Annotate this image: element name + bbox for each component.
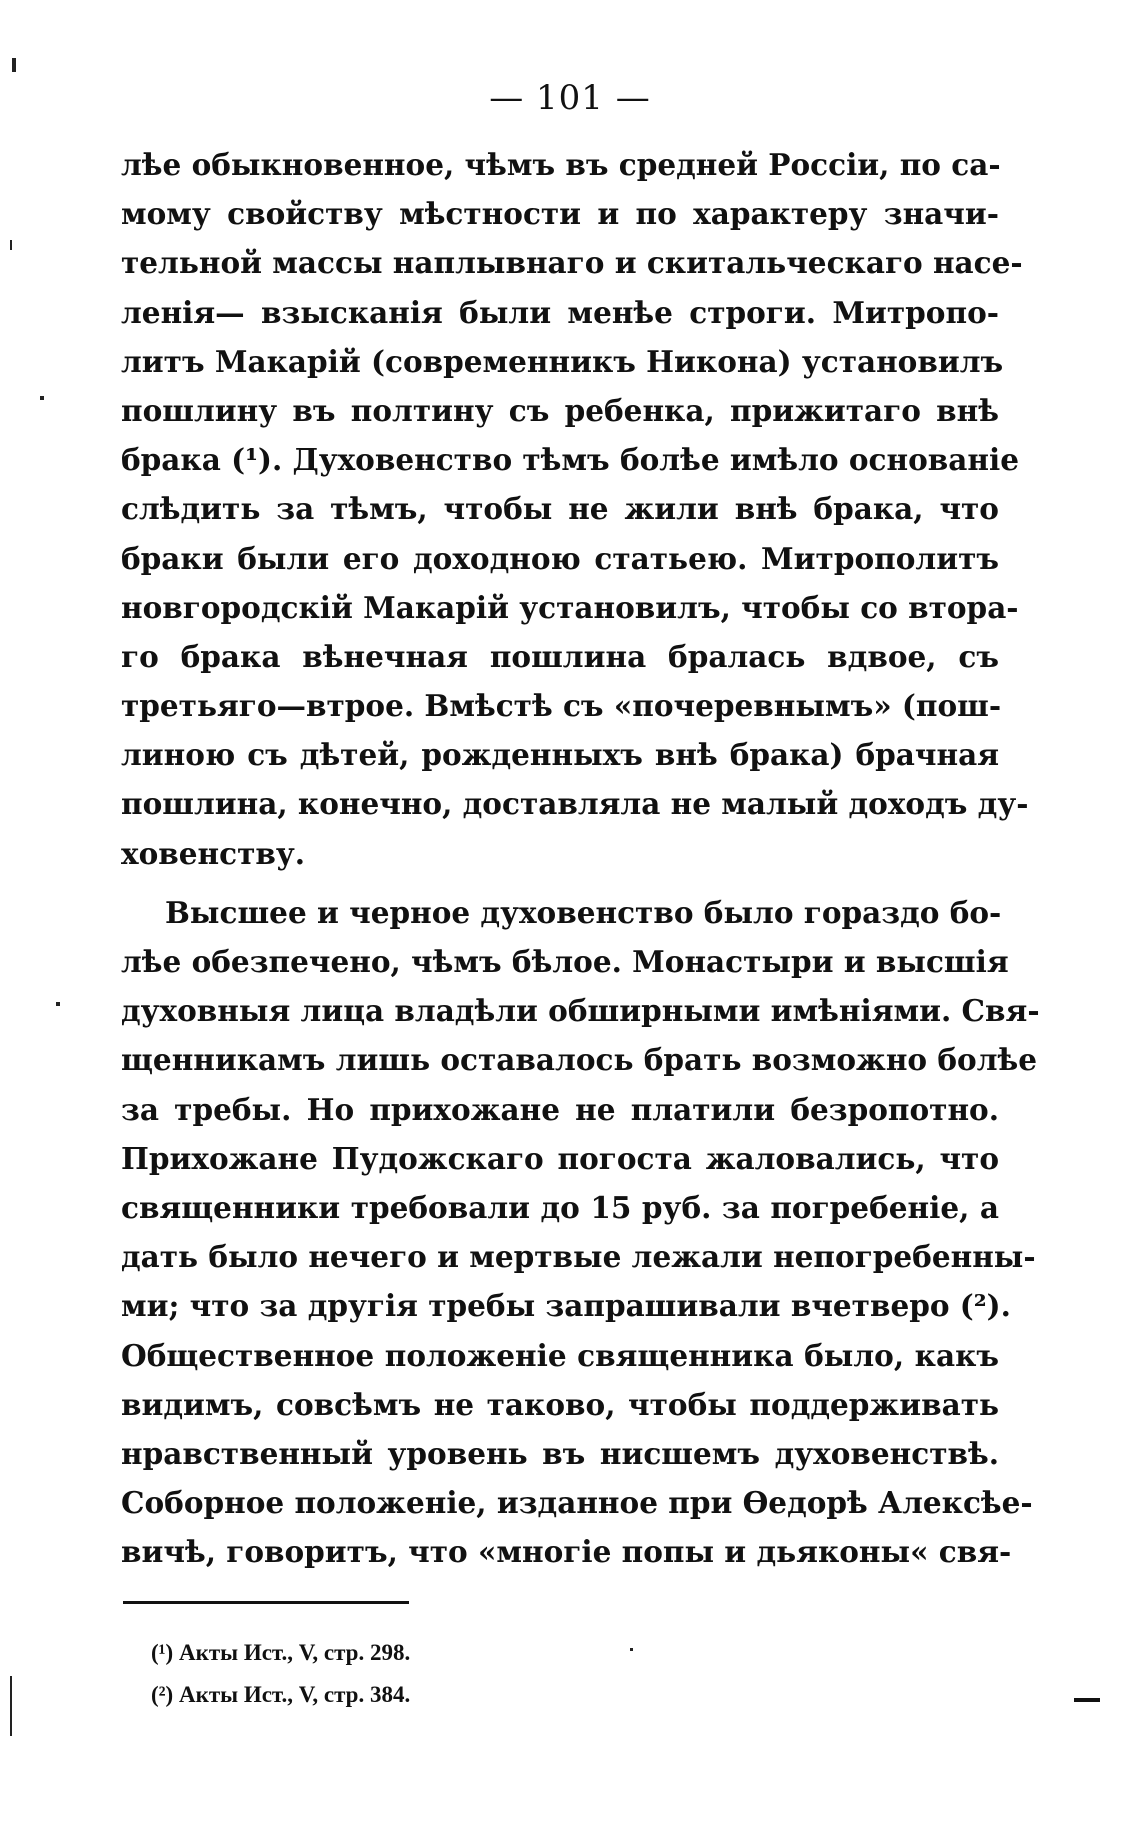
text-line: нравственный уровень въ нисшемъ духовенствѣ. — [121, 1435, 999, 1471]
scan-edge-mark — [1074, 1698, 1100, 1702]
text-line: вичѣ, говоритъ, что «многіе попы и дьяконы« свя- — [121, 1534, 1012, 1570]
text-line: брака (¹). Духовенство тѣмъ болѣе имѣло основаніе — [121, 442, 1019, 478]
text-line: видимъ, совсѣмъ не таково, чтобы поддерживать — [121, 1386, 999, 1422]
text-line: священники требовали до 15 руб. за погребеніе, а — [121, 1189, 999, 1225]
text-line: ховенству. — [121, 835, 306, 871]
paragraph-2 — [121, 888, 1040, 1577]
text-line: лѣе обыкновенное, чѣмъ въ средней Россіи, по са- — [121, 147, 1001, 182]
text-line: щенникамъ лишь оставалось брать возможно болѣе — [121, 1042, 1038, 1078]
text-line: ми; что за другія требы запрашивали вчетверо (²). — [121, 1288, 1011, 1324]
text-line: мому свойству мѣстности и по характеру значи- — [121, 196, 999, 232]
text-line: ленія— взысканія были менѣе строги. Митропо- — [121, 294, 999, 330]
footnotes — [151, 1632, 410, 1716]
scan-speck — [10, 240, 12, 250]
footnote-1: (¹) Акты Ист., V, стр. 298. — [151, 1640, 411, 1665]
scan-speck — [630, 1648, 633, 1651]
text-line: литъ Макарій (современникъ Никона) установилъ — [121, 343, 1004, 379]
page-number: — 101 — — [489, 78, 651, 118]
text-line: дать было нечего и мертвые лежали непогребенны- — [121, 1239, 1036, 1275]
text-line: Соборное положеніе, изданное при Ѳедорѣ Алексѣе- — [121, 1485, 1033, 1521]
scan-speck — [56, 1002, 60, 1006]
text-line: Высшее и черное духовенство было гораздо бо- — [165, 894, 1002, 930]
text-line: третьяго—втрое. Вмѣстѣ съ «почеревнымъ» (пош- — [121, 688, 1002, 724]
text-line: го брака вѣнечная пошлина бралась вдвое, съ — [121, 638, 999, 674]
text-line: Прихожане Пудожскаго погоста жаловались, что — [121, 1140, 999, 1176]
footnote-2: (²) Акты Ист., V, стр. 384. — [151, 1682, 411, 1707]
text-line: линою съ дѣтей, рожденныхъ внѣ брака) брачная — [121, 737, 999, 773]
text-line: слѣдить за тѣмъ, чтобы не жили внѣ брака, что — [121, 491, 999, 527]
text-line: пошлина, конечно, доставляла не малый доходъ ду- — [121, 786, 1029, 822]
text-line: новгородскій Макарій установилъ, чтобы со втора- — [121, 589, 1019, 625]
scan-speck — [12, 58, 16, 72]
text-line: пошлину въ полтину съ ребенка, прижитаго внѣ — [121, 392, 999, 428]
scan-speck — [40, 396, 44, 400]
text-line: за требы. Но прихожане не платили безропотно. — [121, 1091, 999, 1127]
text-line: лѣе обезпечено, чѣмъ бѣлое. Монастыри и высшія — [121, 944, 1009, 979]
paragraph-gap — [121, 878, 999, 888]
text-line: тельной массы наплывнаго и скитальческаго насе- — [121, 245, 1023, 281]
text-line: браки были его доходною статьею. Митрополитъ — [121, 540, 999, 576]
scan-speck — [10, 1676, 12, 1736]
text-line: духовныя лица владѣли обширными имѣніями. Свя- — [121, 993, 1040, 1029]
text-line: Общественное положеніе священника было, какъ — [121, 1337, 999, 1373]
body-text — [121, 140, 1040, 1576]
footnote-separator-rule — [123, 1601, 409, 1604]
paragraph-1 — [121, 140, 1029, 878]
